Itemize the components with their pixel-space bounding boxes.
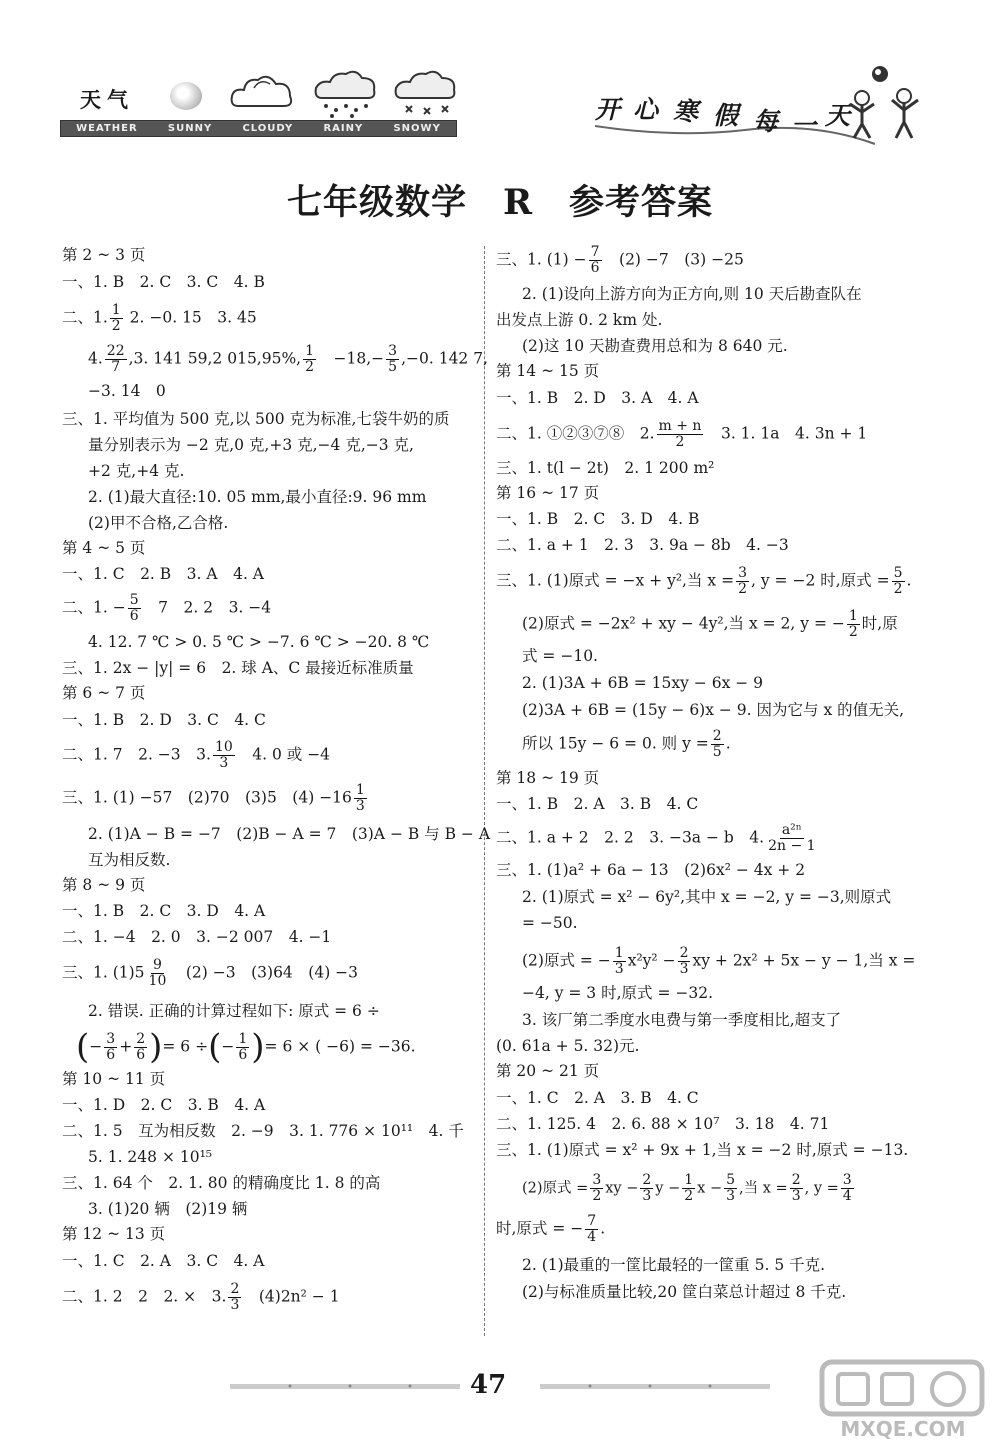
text: , y = (804, 1180, 839, 1197)
text: xy + 2x² + 5x − y − 1,当 x = (692, 951, 916, 970)
slogan-char: 假 (713, 101, 739, 130)
text: 二、1. − (62, 598, 126, 617)
denominator: 2n − 1 (768, 838, 816, 854)
fraction (354, 783, 367, 814)
fraction (228, 1282, 241, 1313)
answer-line: 4. 12. 7 ℃ > 0. 5 ℃ > −7. 6 ℃ > −20. 8 ℃ (88, 633, 430, 651)
denominator: 2 (848, 624, 858, 640)
fraction (104, 1032, 117, 1063)
text: (2)原式 = (522, 1180, 589, 1197)
answer-line (522, 609, 942, 640)
answer-line: 一、1. B 2. D 3. A 4. A (496, 389, 699, 407)
numerator: 1 (305, 343, 315, 359)
text: 三、1. (1)原式 = −x + y²,当 x = (496, 571, 735, 590)
denominator: 2 (684, 1188, 694, 1204)
denominator: 3 (791, 1188, 801, 1204)
text: (2) −7 (3) −25 (603, 250, 744, 269)
weather-bar-item: WEATHER (76, 123, 138, 134)
watermark-text: MXQE.COM (840, 1417, 966, 1441)
slogan-char: 天 (825, 101, 851, 130)
denominator: 3 (219, 755, 229, 771)
denominator: 3 (355, 798, 365, 814)
answer-line: −4, y = 3 时,原式 = −32. (522, 984, 713, 1002)
fraction (105, 344, 127, 375)
fraction (585, 1214, 598, 1245)
section-heading: 第 6 ~ 7 页 (62, 684, 146, 702)
answer-line (496, 823, 916, 854)
answer-line (522, 1173, 942, 1204)
answer-line: 量分别表示为 −2 克,0 克,+3 克,−4 克,−3 克, (88, 436, 414, 454)
fraction (766, 823, 817, 854)
answer-line: 5. 1. 248 × 10¹⁵ (88, 1148, 213, 1166)
text: xy − (605, 1180, 639, 1197)
text: ,3. 141 59,2 015,95%, (128, 349, 302, 368)
slogan-char: 寒 (673, 97, 699, 126)
fraction (590, 1173, 603, 1204)
text: x²y² − (627, 951, 676, 970)
denominator: 3 (726, 1188, 736, 1204)
answer-line: 一、1. C 2. A 3. B 4. C (496, 1089, 699, 1107)
answer-line: 一、1. B 2. C 3. D 4. A (62, 902, 266, 920)
text: ,当 x = (739, 1180, 788, 1197)
numerator: 5 (726, 1172, 736, 1188)
numerator: 2 (136, 1031, 146, 1047)
section-heading: 第 14 ~ 15 页 (496, 362, 600, 380)
answer-line: (2)甲不合格,乙合格. (88, 514, 229, 532)
denominator: 7 (111, 359, 121, 375)
answer-line: (2)3A + 6B = (15y − 6)x − 9. 因为它与 x 的值无关, (522, 701, 905, 719)
text: 4. (88, 349, 103, 368)
weather-label: 天气 (80, 87, 134, 112)
answer-line: 2. (1)A − B = −7 (2)B − A = 7 (3)A − B 与 B − A (88, 825, 491, 843)
fraction (640, 1173, 653, 1204)
answer-line: 三、1. 64 个 2. 1. 80 的精确度比 1. 8 的高 (62, 1174, 381, 1192)
answer-line (496, 1214, 916, 1245)
sunny-icon (170, 82, 202, 110)
fraction (147, 958, 169, 989)
denominator: 3 (614, 961, 624, 977)
fraction (589, 245, 602, 276)
fraction (682, 1173, 695, 1204)
denominator: 6 (238, 1047, 248, 1063)
numerator: 1 (238, 1031, 248, 1047)
text: 三、1. (1) −57 (2)70 (3)5 (4) −16 (62, 788, 352, 807)
page-number: 47 (470, 1370, 507, 1400)
fraction (841, 1173, 854, 1204)
answer-line: 二、1. 5 互为相反数 2. −9 3. 1. 776 × 10¹¹ 4. 千 (62, 1122, 464, 1140)
answer-line: 出发点上游 0. 2 km 处. (496, 311, 663, 329)
numerator: 2 (642, 1172, 652, 1188)
denominator: 5 (712, 744, 722, 760)
column-divider (484, 246, 485, 1336)
fraction (678, 946, 691, 977)
answer-line: 二、1. −4 2. 0 3. −2 007 4. −1 (62, 928, 332, 946)
text: , y = −2 时,原式 = (751, 571, 890, 590)
text: (4)2n² − 1 (243, 1287, 340, 1306)
text: = 6 ÷ (162, 1037, 209, 1056)
denominator: 6 (129, 608, 139, 624)
numerator: 3 (842, 1172, 852, 1188)
fraction (736, 566, 749, 597)
fraction (110, 303, 123, 334)
fraction (303, 344, 316, 375)
numerator: 2 (791, 1172, 801, 1188)
slogan-char: 每 (753, 107, 779, 136)
answer-line: 2. (1)最重的一筐比最轻的一筐重 5. 5 千克. (522, 1256, 826, 1274)
answer-line (522, 946, 942, 977)
text: 二、1. ①②③⑦⑧ 2. (496, 424, 655, 443)
denominator: 2 (893, 581, 903, 597)
numerator: 10 (214, 739, 233, 755)
text: 所以 15y − 6 = 0. 则 y = (522, 734, 709, 753)
answer-line: 2. (1)3A + 6B = 15xy − 6x − 9 (522, 674, 764, 692)
answer-line: 一、1. B 2. D 3. C 4. C (62, 711, 266, 729)
text: 二、1. a + 2 2. 2 3. −3a − b 4. (496, 828, 765, 847)
text: x − (697, 1180, 723, 1197)
denominator: 2 (738, 581, 747, 597)
answer-line: 2. (1)最大直径:10. 05 mm,最小直径:9. 96 mm (88, 488, 427, 506)
cloudy-icon (228, 68, 296, 116)
answer-line: 三、1. t(l − 2t) 2. 1 200 m² (496, 459, 715, 477)
rainy-icon (312, 68, 382, 120)
fraction (790, 1173, 803, 1204)
fraction (892, 566, 905, 597)
fraction (613, 946, 626, 977)
page-title: 七年级数学 R 参考答案 (286, 182, 714, 223)
text: (2)原式 = −2x² + xy − 4y²,当 x = 2, y = − (522, 614, 845, 633)
numerator: 2 (230, 1281, 240, 1297)
denominator: 2 (592, 1188, 602, 1204)
numerator: 1 (355, 782, 365, 798)
answer-line: 三、1. 2x − |y| = 6 2. 球 A、C 最接近标准质量 (62, 659, 414, 677)
numerator: 5 (893, 565, 903, 581)
answer-line: 三、1. 平均值为 500 克,以 500 克为标准,七袋牛奶的质 (62, 410, 450, 428)
text: + (119, 1037, 133, 1056)
section-heading: 第 12 ~ 13 页 (62, 1225, 166, 1243)
answer-line: (2)这 10 天勘查费用总和为 8 640 元. (522, 337, 788, 355)
answer-line: 3. 该厂第二季度水电费与第一季度相比,超支了 (522, 1011, 842, 1029)
numerator: 1 (111, 302, 121, 318)
answer-line: 三、1. (1)a² + 6a − 13 (2)6x² − 4x + 2 (496, 861, 806, 879)
denominator: 6 (136, 1047, 146, 1063)
denominator: 2 (675, 434, 685, 450)
paren: ( (208, 1027, 222, 1067)
denominator: 2 (305, 359, 315, 375)
answer-line (62, 740, 482, 771)
numerator: 3 (738, 565, 747, 581)
fraction (128, 593, 141, 624)
kids-illustration-icon (840, 62, 926, 142)
text: ,−0. 142 7, (401, 349, 489, 368)
paren: ( (76, 1027, 90, 1067)
section-heading: 第 18 ~ 19 页 (496, 769, 600, 787)
text: 时,原式 = − (496, 1219, 584, 1238)
fraction (657, 419, 704, 450)
left-column (62, 243, 491, 1313)
answer-line: 一、1. B 2. A 3. B 4. C (496, 795, 699, 813)
denominator: 4 (842, 1188, 852, 1204)
answer-line (522, 729, 942, 760)
answer-line: −3. 14 0 (88, 382, 166, 400)
fraction (724, 1173, 737, 1204)
answer-line: 一、1. C 2. A 3. C 4. A (62, 1252, 265, 1270)
answer-line: 3. (1)20 辆 (2)19 辆 (88, 1200, 248, 1218)
numerator: m + n (658, 418, 702, 434)
fraction (386, 344, 399, 375)
weather-bar-item: CLOUDY (242, 123, 294, 134)
text: = 6 × ( −6) = −36. (264, 1037, 416, 1056)
answer-line (62, 303, 482, 334)
numerator: 1 (684, 1172, 694, 1188)
right-column (496, 243, 916, 1305)
weather-bar (60, 120, 457, 137)
fraction (711, 729, 724, 760)
answer-line: 二、1. 125. 4 2. 6. 88 × 10⁷ 3. 18 4. 71 (496, 1115, 830, 1133)
text: . (906, 571, 912, 590)
text: y − (655, 1180, 681, 1197)
section-heading: 第 8 ~ 9 页 (62, 876, 146, 894)
numerator: 7 (590, 244, 600, 260)
section-heading: 第 2 ~ 3 页 (62, 246, 146, 264)
section-heading: 第 20 ~ 21 页 (496, 1062, 600, 1080)
text: − (89, 1037, 103, 1056)
text: 二、1. (62, 308, 108, 327)
text: . (725, 734, 731, 753)
section-heading: 第 10 ~ 11 页 (62, 1070, 166, 1088)
answer-line: 2. (1)原式 = x² − 6y²,其中 x = −2, y = −3,则原式 (522, 888, 892, 906)
denominator: 5 (388, 359, 398, 375)
answer-line: 2. 错误. 正确的计算过程如下: 原式 = 6 ÷ (88, 1002, 380, 1020)
text: 三、1. (1) − (496, 250, 587, 269)
denominator: 10 (148, 973, 167, 989)
answer-line: 式 = −10. (522, 647, 598, 665)
text: 三、1. (1)5 (62, 963, 145, 982)
numerator: 3 (106, 1031, 116, 1047)
answer-line (62, 783, 482, 814)
answer-line: 一、1. B 2. C 3. C 4. B (62, 273, 265, 291)
text: −18,− (318, 349, 385, 368)
numerator: 22 (106, 343, 125, 359)
text: 3. 1. 1a 4. 3n + 1 (705, 424, 868, 443)
answer-line: 互为相反数. (88, 851, 171, 869)
answer-line (62, 593, 482, 624)
denominator: 3 (230, 1297, 240, 1313)
answer-line (496, 419, 916, 450)
denominator: 6 (590, 260, 600, 276)
answer-line: = −50. (522, 914, 578, 932)
text: 2. −0. 15 3. 45 (129, 308, 257, 327)
fraction (213, 740, 235, 771)
paren: ) (149, 1027, 163, 1067)
answer-line (76, 1027, 496, 1067)
weather-bar-item: SNOWY (393, 123, 441, 134)
answer-line: (2)与标准质量比较,20 筐白菜总计超过 8 千克. (522, 1283, 847, 1301)
answer-line (496, 245, 916, 276)
text: (2)原式 = − (522, 951, 611, 970)
section-heading: 第 16 ~ 17 页 (496, 484, 600, 502)
answer-line: 一、1. C 2. B 3. A 4. A (62, 565, 264, 583)
answer-line: (0. 61a + 5. 32)元. (496, 1037, 640, 1055)
answer-line (88, 344, 508, 375)
snowy-icon (392, 68, 460, 120)
denominator: 4 (587, 1229, 597, 1245)
numerator: 3 (592, 1172, 602, 1188)
text: 二、1. 2 2 2. × 3. (62, 1287, 227, 1306)
answer-line: 一、1. B 2. C 3. D 4. B (496, 510, 700, 528)
watermark-logo-icon (818, 1358, 988, 1442)
answer-line: 一、1. D 2. C 3. B 4. A (62, 1096, 266, 1114)
answer-line: +2 克,+4 克. (88, 462, 185, 480)
weather-bar-item: RAINY (323, 123, 364, 134)
text: (2) −3 (3)64 (4) −3 (170, 963, 359, 982)
numerator: a²ⁿ (781, 822, 802, 838)
slogan-char: 心 (633, 95, 659, 124)
answer-line (62, 958, 482, 989)
numerator: 1 (614, 945, 624, 961)
fraction (847, 609, 860, 640)
denominator: 3 (642, 1188, 652, 1204)
text: − (221, 1037, 235, 1056)
text: 二、1. 7 2. −3 3. (62, 745, 211, 764)
paren: ) (251, 1027, 265, 1067)
answer-line: 2. (1)设向上游方向为正方向,则 10 天后勘查队在 (522, 285, 862, 303)
text: 4. 0 或 −4 (236, 745, 331, 764)
slogan-char: 一 (791, 111, 817, 140)
numerator: 3 (388, 343, 398, 359)
slogan-char: 开 (595, 95, 621, 124)
slogan (595, 86, 875, 156)
denominator: 3 (679, 961, 689, 977)
numerator: 7 (587, 1213, 597, 1229)
text: . (600, 1219, 606, 1238)
numerator: 9 (153, 957, 162, 973)
denominator: 6 (106, 1047, 116, 1063)
numerator: 2 (679, 945, 689, 961)
answer-line: 三、1. (1)原式 = x² + 9x + 1,当 x = −2 时,原式 = −13. (496, 1141, 909, 1159)
denominator: 2 (111, 318, 121, 334)
text: 时,原 (861, 614, 898, 633)
numerator: 5 (129, 592, 139, 608)
fraction (134, 1032, 147, 1063)
numerator: 2 (712, 728, 722, 744)
numerator: 1 (848, 608, 858, 624)
answer-line (496, 566, 916, 597)
answer-line: 二、1. a + 1 2. 3 3. 9a − 8b 4. −3 (496, 536, 789, 554)
page-header (0, 0, 1000, 150)
fraction (236, 1032, 249, 1063)
text: 7 2. 2 3. −4 (142, 598, 272, 617)
section-heading: 第 4 ~ 5 页 (62, 539, 146, 557)
weather-bar-item: SUNNY (167, 123, 213, 134)
answer-line (62, 1282, 482, 1313)
